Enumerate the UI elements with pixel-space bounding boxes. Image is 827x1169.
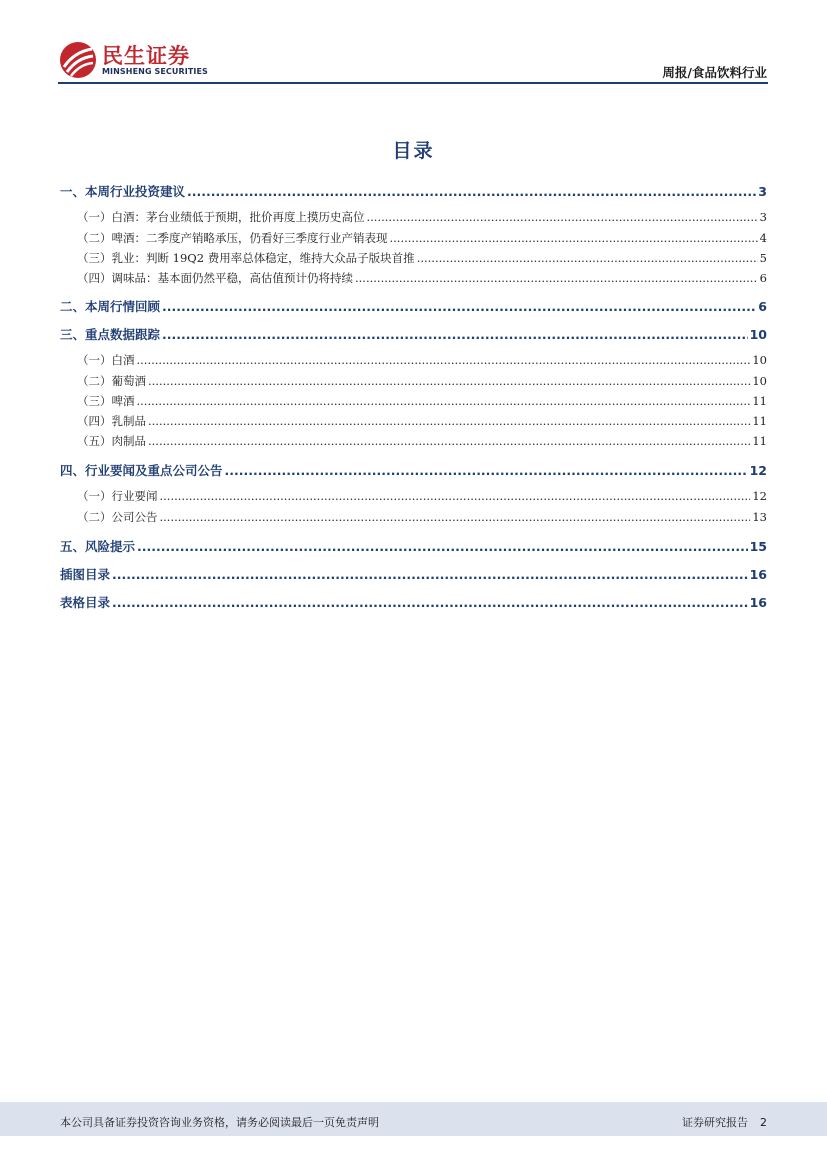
toc-entry-title: （四）乳制品: [77, 414, 146, 428]
toc-leader-dots: [148, 434, 750, 448]
toc-entry-title: （三）乳业：判断 19Q2 费用率总体稳定，维持大众品子版块首推: [77, 251, 415, 265]
toc-subsection-link[interactable]: [77, 209, 767, 227]
toc-page-number: 3: [759, 210, 767, 224]
toc-leader-dots: [112, 567, 748, 582]
toc-entry-title: （五）肉制品: [77, 434, 146, 448]
toc-page-number: 16: [749, 567, 767, 582]
toc-leader-dots: [112, 595, 748, 610]
toc-leader-dots: [137, 394, 751, 408]
toc-section-link[interactable]: [60, 593, 767, 611]
toc-page-number: 16: [749, 595, 767, 610]
toc-subsection-link[interactable]: [77, 488, 767, 506]
minsheng-logo-icon: [58, 40, 98, 80]
toc-entry-title: 一、本周行业投资建议: [60, 184, 186, 199]
toc-leader-dots: [162, 327, 748, 342]
toc-leader-dots: [137, 539, 748, 554]
toc-section-link[interactable]: [60, 461, 767, 479]
toc-page-number: 11: [752, 414, 767, 428]
toc-subsection-link[interactable]: [77, 230, 767, 248]
toc-subsection-link[interactable]: [77, 433, 767, 451]
toc-subsection-link[interactable]: [77, 413, 767, 431]
toc-page-number: 6: [758, 299, 767, 314]
toc-entry-title: （二）啤酒：二季度产销略承压，仍看好三季度行业产销表现: [77, 231, 388, 245]
toc-page-number: 10: [749, 327, 767, 342]
toc-entry-title: （一）行业要闻: [77, 489, 158, 503]
toc-leader-dots: [225, 463, 748, 478]
toc-entry-title: （一）白酒: [77, 353, 135, 367]
toc-page-number: 15: [749, 539, 767, 554]
page-number: 2: [760, 1116, 767, 1129]
header-divider: [58, 82, 768, 84]
report-type: 周报/食品饮料行业: [662, 65, 767, 80]
toc-leader-dots: [148, 374, 750, 388]
toc-leader-dots: [367, 210, 758, 224]
toc-leader-dots: [355, 271, 758, 285]
toc-subsection-link[interactable]: [77, 352, 767, 370]
toc-page-number: 12: [749, 463, 767, 478]
toc-subsection-link[interactable]: [77, 373, 767, 391]
toc-leader-dots: [417, 251, 758, 265]
footer-disclaimer: 本公司具备证券投资咨询业务资格，请务必阅读最后一页免责声明: [60, 1116, 379, 1129]
toc-subsection-link[interactable]: [77, 250, 767, 268]
toc-section-link[interactable]: [60, 297, 767, 315]
toc-entry-title: （三）啤酒: [77, 394, 135, 408]
toc-entry-title: 四、行业要闻及重点公司公告: [60, 463, 223, 478]
toc-page-number: 3: [758, 184, 767, 199]
toc-section-link[interactable]: [60, 537, 767, 555]
page-header: [0, 0, 827, 90]
toc-entry-title: （二）葡萄酒: [77, 374, 146, 388]
toc-page-number: 6: [759, 271, 767, 285]
toc-page-number: 12: [752, 489, 767, 503]
toc-entry-title: （一）白酒：茅台业绩低于预期，批价再度上摸历史高位: [77, 210, 365, 224]
toc-section-link[interactable]: [60, 565, 767, 583]
toc-entry-title: 二、本周行情回顾: [60, 299, 161, 314]
toc-leader-dots: [187, 184, 756, 199]
toc-title: 目录: [392, 140, 435, 162]
toc-subsection-link[interactable]: [77, 270, 767, 288]
toc-page-number: 11: [752, 434, 767, 448]
toc-leader-dots: [390, 231, 758, 245]
toc-leader-dots: [160, 489, 751, 503]
toc-entry-title: 五、风险提示: [60, 539, 136, 554]
toc-page-number: 5: [759, 251, 767, 265]
logo-chinese-name: 民生证券: [102, 44, 190, 68]
toc-page-number: 10: [752, 353, 767, 367]
toc-leader-dots: [162, 299, 756, 314]
toc-section-link[interactable]: [60, 182, 767, 200]
toc-leader-dots: [137, 353, 751, 367]
toc-page-number: 11: [752, 394, 767, 408]
toc-page-number: 4: [759, 231, 767, 245]
toc-page-number: 13: [752, 510, 767, 524]
page-footer: [0, 1102, 827, 1169]
toc-entry-title: 三、重点数据跟踪: [60, 327, 161, 342]
toc-subsection-link[interactable]: [77, 393, 767, 411]
toc-entry-title: 插图目录: [60, 567, 111, 582]
footer-right: [682, 1114, 767, 1130]
toc-entry-title: 表格目录: [60, 595, 111, 610]
toc-leader-dots: [160, 510, 751, 524]
toc-subsection-link[interactable]: [77, 509, 767, 527]
toc-entry-title: （二）公司公告: [77, 510, 158, 524]
logo-english-name: MINSHENG SECURITIES: [102, 67, 208, 76]
toc-leader-dots: [148, 414, 750, 428]
footer-report-label: 证券研究报告: [682, 1116, 748, 1129]
company-logo: [58, 40, 218, 80]
toc-page-number: 10: [752, 374, 767, 388]
toc-entry-title: （四）调味品：基本面仍然平稳，高估值预计仍将持续: [77, 271, 353, 285]
toc-section-link[interactable]: [60, 325, 767, 343]
